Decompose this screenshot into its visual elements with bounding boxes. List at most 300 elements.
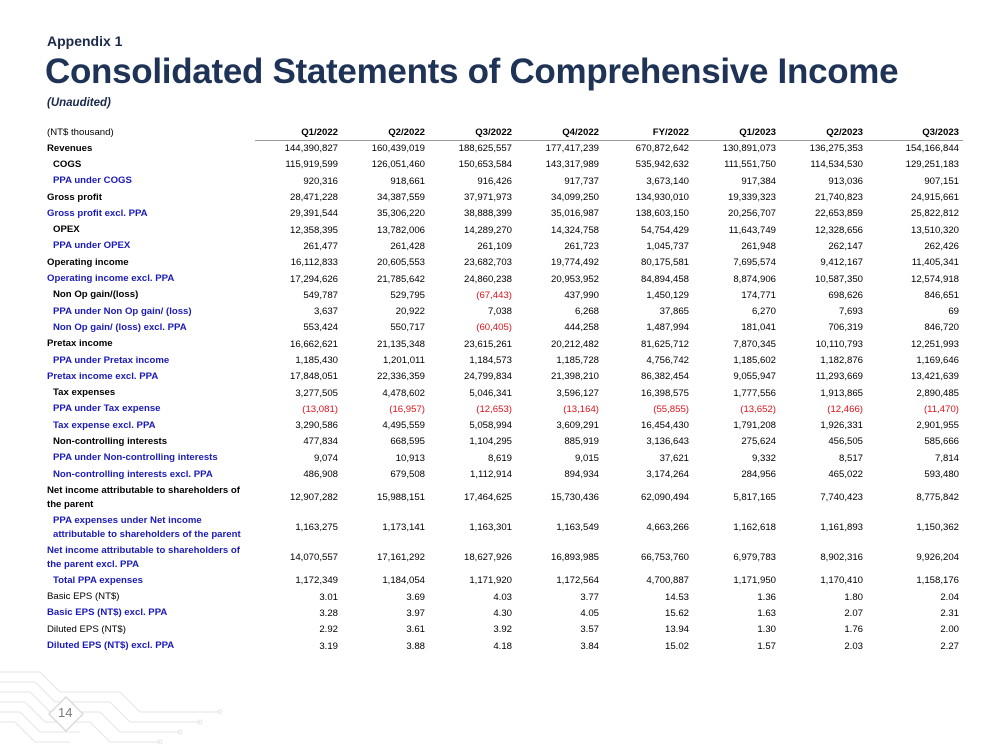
table-row [45, 483, 963, 513]
table-cell: 37,621 [659, 452, 689, 464]
table-cell: 84,894,458 [640, 273, 689, 285]
table-cell: 37,865 [659, 306, 689, 318]
table-row [45, 173, 963, 189]
table-cell: 1,172,349 [295, 575, 338, 587]
table-cell: 2,890,485 [916, 387, 959, 399]
table-cell: 535,942,632 [635, 159, 689, 171]
table-cell: 1,104,295 [469, 436, 512, 448]
table-cell: (13,164) [563, 403, 599, 415]
table-cell: 284,956 [741, 469, 776, 481]
table-cell: 1,150,362 [916, 522, 959, 534]
table-cell: 456,505 [828, 436, 863, 448]
table-cell: 1,182,876 [820, 355, 863, 366]
page-title: Consolidated Statements of Comprehensive Income [45, 52, 899, 91]
table-cell: 679,508 [390, 469, 425, 481]
table-cell: 7,693 [838, 306, 863, 318]
row-label: Tax expenses [53, 387, 116, 399]
table-cell: 262,147 [828, 240, 863, 252]
table-row [45, 369, 963, 385]
table-row [45, 303, 963, 319]
table-cell: 23,615,261 [463, 338, 512, 350]
table-cell: 80,175,581 [640, 257, 689, 269]
table-cell: 14,289,270 [463, 224, 512, 236]
table-cell: 4,478,602 [382, 387, 425, 399]
row-label: PPA under Pretax income [53, 354, 170, 366]
row-label: PPA under COGS [53, 175, 132, 187]
table-cell: 1,163,549 [556, 522, 599, 534]
table-cell: 2.04 [940, 591, 959, 603]
table-cell: 15.62 [664, 607, 689, 619]
table-cell: 23,682,703 [463, 257, 512, 269]
table-cell: 1,185,728 [556, 355, 599, 366]
table-cell: 28,471,228 [289, 192, 338, 204]
row-label: Gross profit excl. PPA [47, 207, 148, 219]
table-cell: 5,817,165 [733, 492, 776, 504]
table-cell: 7,870,345 [733, 338, 776, 350]
column-header: Q4/2022 [516, 124, 603, 141]
table-cell: 34,387,559 [376, 192, 425, 204]
table-cell: 2.07 [844, 607, 863, 619]
table-cell: 21,398,210 [550, 371, 599, 383]
column-header: Q3/2023 [867, 124, 963, 141]
table-cell: 150,653,584 [458, 159, 512, 171]
row-label: OPEX [53, 224, 80, 236]
table-cell: 2.31 [940, 607, 959, 619]
row-label: PPA under OPEX [53, 240, 131, 252]
table-cell: 846,720 [924, 322, 959, 334]
table-cell: 1,913,865 [820, 387, 863, 399]
table-cell: 3,290,586 [295, 420, 338, 432]
table-cell: 4.30 [493, 607, 512, 619]
table-cell: 3,277,505 [295, 387, 338, 399]
table-cell: 2.03 [844, 640, 863, 652]
table-cell: 1.57 [757, 640, 776, 652]
table-cell: 126,051,460 [371, 159, 425, 171]
table-cell: 3.92 [493, 624, 512, 636]
table-cell: 3,673,140 [646, 175, 689, 187]
table-cell: 444,258 [564, 322, 599, 334]
table-cell: 1,162,618 [733, 522, 776, 534]
table-cell: 1,170,410 [820, 575, 863, 587]
table-cell: 5,046,341 [469, 387, 512, 399]
table-cell: 437,990 [564, 289, 599, 301]
table-cell: 14,070,557 [289, 552, 338, 564]
table-row [45, 157, 963, 173]
table-cell: 13,782,006 [376, 224, 425, 236]
table-cell: 5,058,994 [469, 420, 512, 432]
circuit-decoration [0, 632, 260, 752]
table-cell: 7,038 [487, 306, 512, 318]
table-cell: 3,637 [313, 306, 338, 318]
table-cell: 15.02 [664, 640, 689, 652]
table-cell: 16,112,833 [290, 257, 338, 269]
table-cell: 3,609,291 [556, 420, 599, 432]
income-statement-table [45, 124, 963, 654]
table-cell: 1,450,129 [646, 289, 689, 301]
table-cell: 11,643,749 [728, 224, 776, 236]
table-cell: 81,625,712 [640, 338, 689, 350]
table-cell: 477,834 [303, 436, 338, 448]
table-cell: 9,055,947 [733, 371, 776, 383]
table-cell: 9,015 [574, 452, 599, 464]
table-row [45, 222, 963, 238]
table-cell: 585,666 [924, 436, 959, 448]
table-row [45, 466, 963, 482]
table-cell: 9,332 [751, 452, 776, 464]
table-cell: 8,619 [487, 452, 512, 464]
row-label: PPA expenses under Net income attributable to shareholders of the parent [53, 514, 241, 540]
table-cell: 24,860,238 [463, 273, 512, 285]
table-cell: 9,412,167 [820, 257, 863, 269]
table-cell: 2.27 [940, 640, 959, 652]
table-cell: 907,151 [924, 175, 959, 187]
table-cell: 12,251,993 [910, 338, 959, 350]
table-cell: 917,384 [741, 175, 776, 187]
table-cell: 1,171,920 [469, 575, 512, 587]
table-cell: 6,270 [751, 306, 776, 318]
table-cell: 885,919 [564, 436, 599, 448]
column-header: Q3/2022 [429, 124, 516, 141]
table-cell: 7,740,423 [820, 492, 863, 504]
column-header: Q1/2022 [255, 124, 342, 141]
table-row [45, 434, 963, 450]
table-cell: 35,306,220 [376, 208, 425, 220]
table-row [45, 238, 963, 254]
row-label: Basic EPS (NT$) [47, 591, 120, 603]
table-cell: 9,074 [313, 452, 338, 464]
table-cell: 3.28 [319, 607, 338, 619]
table-cell: 66,753,760 [640, 552, 689, 564]
table-cell: 16,454,430 [640, 420, 689, 432]
table-cell: 4.05 [580, 607, 599, 619]
table-cell: 136,275,353 [809, 143, 863, 155]
table-cell: 261,948 [741, 240, 776, 252]
row-label: Total PPA expenses [53, 574, 143, 586]
table-cell: 177,417,239 [545, 143, 599, 155]
row-label: Net income attributable to shareholders of the parent excl. PPA [47, 544, 240, 570]
table-cell: 20,605,553 [376, 257, 425, 269]
table-cell: 19,339,323 [727, 192, 776, 204]
table-row [45, 189, 963, 205]
table-cell: 4,756,742 [646, 355, 689, 366]
table-row [45, 320, 963, 336]
table-cell: 17,464,625 [463, 492, 512, 504]
table-row [45, 450, 963, 466]
table-cell: 920,316 [303, 175, 338, 187]
table-cell: 19,774,492 [550, 257, 599, 269]
table-cell: 1,112,914 [470, 469, 512, 481]
table-row [45, 418, 963, 434]
table-cell: 130,891,073 [722, 143, 776, 155]
table-cell: 3.19 [319, 640, 338, 652]
table-cell: 1,169,646 [916, 355, 959, 366]
row-label: Non-controlling interests excl. PPA [53, 468, 213, 480]
table-cell: 12,358,395 [289, 224, 338, 236]
row-label: Net income attributable to shareholders of the parent [47, 484, 240, 510]
table-cell: (12,466) [827, 403, 863, 415]
table-cell: 1,045,737 [646, 240, 689, 252]
table-cell: 20,953,952 [550, 273, 599, 285]
table-row [45, 543, 963, 573]
table-cell: 1.30 [757, 624, 776, 636]
table-cell: 12,328,656 [814, 224, 863, 236]
row-label: PPA under Non Op gain/ (loss) [53, 305, 192, 317]
table-cell: 2.00 [940, 624, 959, 636]
column-header: FY/2022 [603, 124, 693, 141]
table-cell: 2,901,955 [916, 420, 959, 432]
table-cell: 593,480 [924, 469, 959, 481]
table-cell: 1,201,011 [383, 355, 425, 366]
table-cell: 3,136,643 [646, 436, 689, 448]
table-cell: 670,872,642 [635, 143, 689, 155]
row-label: Non Op gain/(loss) [53, 289, 139, 301]
table-cell: 529,795 [390, 289, 425, 301]
table-cell: 3.69 [406, 591, 425, 603]
table-cell: (13,081) [302, 403, 338, 415]
row-label: Pretax income excl. PPA [47, 370, 159, 382]
table-cell: 16,662,621 [289, 338, 338, 350]
table-cell: 21,785,642 [376, 273, 425, 285]
table-cell: 916,426 [477, 175, 512, 187]
table-cell: 1.80 [844, 591, 863, 603]
table-cell: 1,158,176 [916, 575, 959, 587]
table-cell: 18,627,926 [463, 552, 512, 564]
table-cell: 154,166,844 [905, 143, 959, 155]
table-cell: 2.92 [319, 624, 338, 636]
table-cell: 62,090,494 [640, 492, 689, 504]
table-cell: 550,717 [390, 322, 425, 334]
row-label: PPA under Non-controlling interests [53, 452, 218, 464]
table-row [45, 605, 963, 621]
table-row [45, 385, 963, 401]
table-cell: 7,695,574 [733, 257, 776, 269]
table-cell: 25,822,812 [910, 208, 959, 220]
table-cell: 34,099,250 [550, 192, 599, 204]
table-cell: 4.18 [493, 640, 512, 652]
table-cell: 17,848,051 [289, 371, 338, 383]
table-cell: 1,173,141 [382, 522, 425, 534]
table-cell: 24,799,834 [463, 371, 512, 383]
table-row [45, 589, 963, 605]
table-cell: 3,596,127 [556, 387, 599, 399]
row-label: Diluted EPS (NT$) excl. PPA [47, 640, 175, 652]
table-cell: 917,737 [564, 175, 599, 187]
table-cell: 1,171,950 [733, 575, 776, 587]
table-cell: 3.77 [580, 591, 599, 603]
table-cell: 15,988,151 [376, 492, 425, 504]
row-label: Operating income [47, 256, 129, 268]
table-cell: 275,624 [741, 436, 776, 448]
column-header: Q1/2023 [693, 124, 780, 141]
table-cell: 1,926,331 [820, 420, 863, 432]
table-cell: (60,405) [476, 322, 512, 334]
table-cell: 11,293,669 [815, 371, 863, 383]
table-cell: 1,184,054 [382, 575, 425, 587]
table-cell: 913,036 [828, 175, 863, 187]
row-label: Gross profit [47, 191, 102, 203]
table-row [45, 352, 963, 368]
table-cell: 1,777,556 [733, 387, 776, 399]
table-cell: 17,294,626 [289, 273, 338, 285]
table-cell: 4,700,887 [646, 575, 689, 587]
table-cell: 16,893,985 [550, 552, 599, 564]
table-cell: 181,041 [741, 322, 776, 334]
table-cell: 668,595 [390, 436, 425, 448]
table-cell: 115,919,599 [285, 159, 338, 171]
table-cell: (55,855) [653, 403, 689, 415]
table-cell: 1,487,994 [646, 322, 689, 334]
table-cell: 129,251,183 [905, 159, 959, 171]
table-cell: 160,439,019 [371, 143, 425, 155]
table-row [45, 271, 963, 287]
table-cell: 1.63 [757, 607, 776, 619]
table-cell: 69 [948, 306, 959, 318]
row-label: Operating income excl. PPA [47, 273, 175, 285]
table-cell: 54,754,429 [640, 224, 689, 236]
table-cell: 706,319 [828, 322, 863, 334]
table-cell: 262,426 [924, 240, 959, 252]
table-cell: 174,771 [741, 289, 776, 301]
table-cell: 6,268 [574, 306, 599, 318]
table-cell: 698,626 [828, 289, 863, 301]
table-cell: 22,653,859 [814, 208, 863, 220]
table-cell: 3,174,264 [646, 469, 689, 481]
table-cell: 143,317,989 [545, 159, 599, 171]
table-cell: 1,172,564 [556, 575, 599, 587]
table-cell: 10,587,350 [814, 273, 863, 285]
table-cell: (67,443) [476, 289, 512, 301]
table-cell: 15,730,436 [550, 492, 599, 504]
table-cell: 1,163,275 [295, 522, 338, 534]
table-row [45, 206, 963, 222]
table-cell: (12,653) [476, 403, 512, 415]
row-label: Non-controlling interests [53, 435, 168, 447]
table-cell: 1,184,573 [469, 355, 512, 366]
table-cell: 1,791,208 [733, 420, 776, 432]
table-cell: 114,534,530 [810, 159, 863, 171]
table-cell: 8,517 [838, 452, 863, 464]
table-row [45, 401, 963, 417]
table-cell: (11,470) [923, 403, 959, 415]
table-cell: 261,723 [564, 240, 599, 252]
table-cell: 1.76 [844, 624, 863, 636]
table-cell: 29,391,544 [289, 208, 338, 220]
table-cell: 12,907,282 [289, 492, 338, 504]
table-header-row [45, 124, 963, 141]
row-label: PPA under Tax expense [53, 403, 161, 415]
table-cell: 38,888,399 [463, 208, 512, 220]
table-cell: (16,957) [389, 403, 425, 415]
table-cell: 12,574,918 [910, 273, 959, 285]
table-cell: 486,908 [303, 469, 338, 481]
table-cell: 3.57 [580, 624, 599, 636]
page-number: 14 [58, 705, 73, 720]
page-subtitle: (Unaudited) [47, 97, 111, 109]
table-cell: 4.03 [493, 591, 512, 603]
table-cell: 14.53 [664, 591, 689, 603]
table-cell: 261,428 [390, 240, 425, 252]
table-cell: 21,740,823 [814, 192, 863, 204]
table-cell: 4,495,559 [382, 420, 425, 432]
table-cell: 8,874,906 [733, 273, 776, 285]
table-cell: 86,382,454 [640, 371, 689, 383]
table-cell: 11,405,341 [911, 257, 959, 269]
table-cell: 894,934 [564, 469, 599, 481]
table-cell: 13,421,639 [910, 371, 959, 383]
table-cell: 138,603,150 [635, 208, 689, 220]
table-cell: 37,971,973 [463, 192, 512, 204]
table-cell: 549,787 [303, 289, 338, 301]
table-cell: (13,652) [740, 403, 776, 415]
table-cell: 8,775,842 [916, 492, 959, 504]
table-cell: 20,256,707 [727, 208, 776, 220]
table-cell: 10,110,793 [815, 338, 863, 350]
table-cell: 188,625,557 [458, 143, 512, 155]
table-cell: 22,336,359 [376, 371, 425, 383]
table-cell: 35,016,987 [550, 208, 599, 220]
table-row [45, 336, 963, 352]
table-cell: 9,926,204 [916, 552, 959, 564]
table-cell: 553,424 [303, 322, 338, 334]
unit-label: (NT$ thousand) [47, 126, 114, 138]
row-label: Tax expense excl. PPA [53, 419, 156, 431]
table-row [45, 141, 963, 157]
table-cell: 134,930,010 [635, 192, 689, 204]
table-cell: 17,161,292 [376, 552, 425, 564]
table-cell: 3.84 [580, 640, 599, 652]
table-cell: 3.97 [406, 607, 425, 619]
table-cell: 1,185,430 [295, 355, 338, 366]
table-cell: 20,922 [395, 306, 425, 318]
table-cell: 7,814 [934, 452, 959, 464]
table-cell: 111,551,750 [724, 159, 776, 171]
table-cell: 1,163,301 [469, 522, 512, 534]
table-row [45, 513, 963, 543]
table-cell: 918,661 [390, 175, 425, 187]
table-cell: 6,979,783 [733, 552, 776, 564]
table-cell: 13.94 [664, 624, 689, 636]
table-cell: 24,915,661 [910, 192, 959, 204]
table-cell: 3.88 [406, 640, 425, 652]
table-cell: 4,663,266 [646, 522, 689, 534]
column-header: Q2/2023 [780, 124, 867, 141]
table-cell: 3.01 [319, 591, 338, 603]
table-cell: 1.36 [757, 591, 776, 603]
column-header: Q2/2022 [342, 124, 429, 141]
table-cell: 144,390,827 [284, 143, 338, 155]
row-label: Diluted EPS (NT$) [47, 623, 126, 635]
table-cell: 13,510,320 [910, 224, 959, 236]
row-label: COGS [53, 158, 82, 170]
table-cell: 20,212,482 [550, 338, 599, 350]
table-row [45, 255, 963, 271]
table-cell: 21,135,348 [376, 338, 425, 350]
table-cell: 10,913 [395, 452, 425, 464]
table-cell: 261,477 [303, 240, 338, 252]
table-cell: 14,324,758 [550, 224, 599, 236]
table-cell: 16,398,575 [640, 387, 689, 399]
table-row [45, 287, 963, 303]
table-cell: 465,022 [828, 469, 863, 481]
table-cell: 3.61 [406, 624, 425, 636]
table-cell: 1,185,602 [733, 355, 776, 366]
row-label: Pretax income [47, 338, 113, 350]
table-cell: 261,109 [477, 240, 512, 252]
table-cell: 846,651 [924, 289, 959, 301]
table-cell: 1,161,893 [820, 522, 863, 534]
row-label: Revenues [47, 142, 93, 154]
row-label: Non Op gain/ (loss) excl. PPA [53, 321, 187, 333]
